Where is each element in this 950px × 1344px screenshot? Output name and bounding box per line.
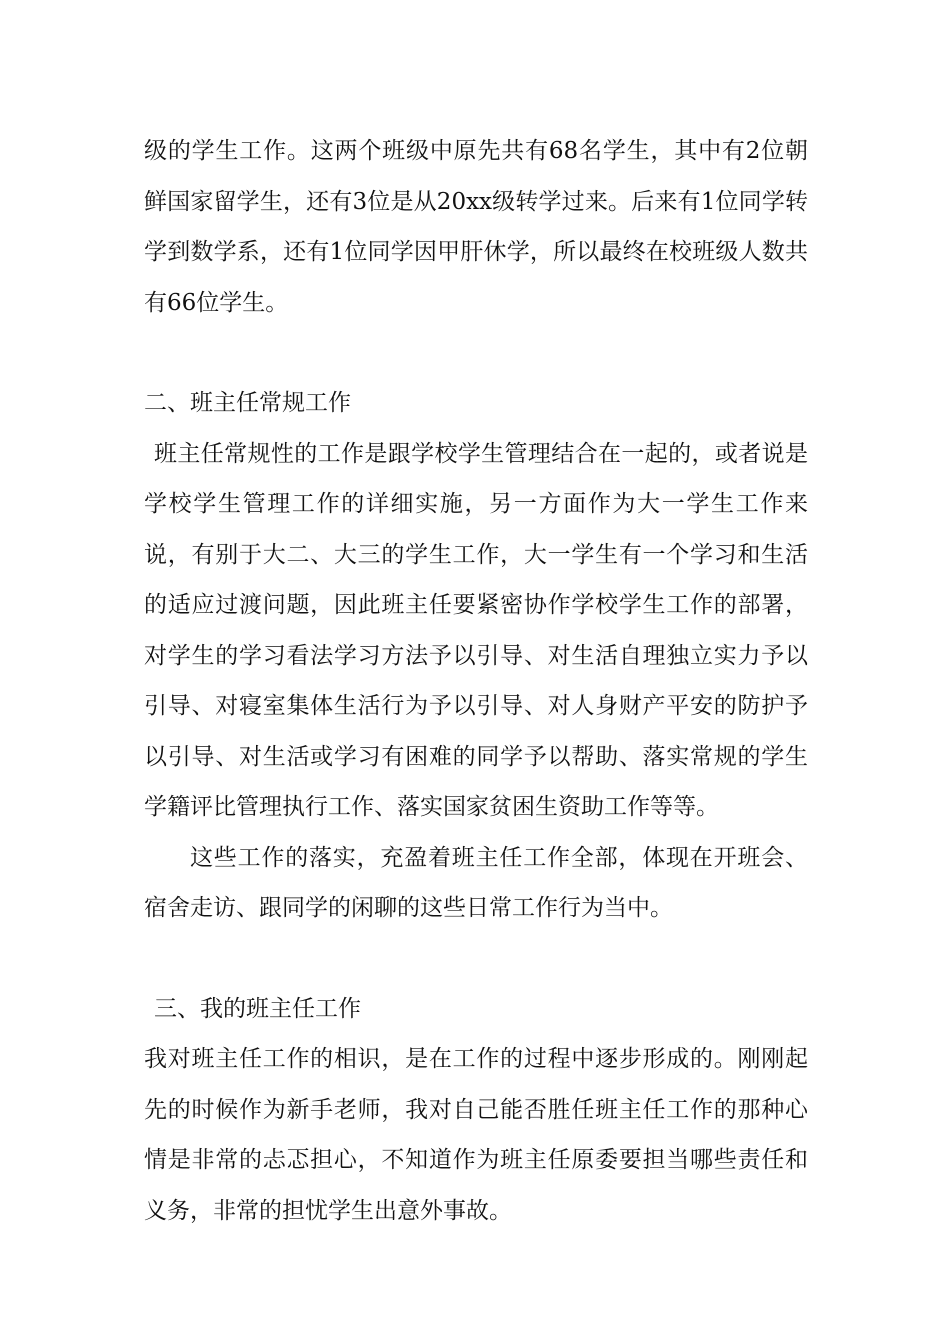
paragraph-class-size: 级的学生工作。这两个班级中原先共有68名学生，其中有2位朝鲜国家留学生，还有3位是从20xx级转学过来。后来有1位同学转学到数学系，还有1位同学因甲肝休学，所以最终在校班级人数共有66位学生。 — [144, 138, 808, 316]
paragraph-my-work: 我对班主任工作的相识，是在工作的过程中逐步形成的。刚刚起先的时候作为新手老师，我对自己能否胜任班主任工作的那种心情是非常的忐忑担心，不知道作为班主任原委要担当哪些责任和义务，非常的担忧学生出意外事故。 — [144, 1046, 808, 1224]
section-heading-my-work: 三、我的班主任工作 — [154, 995, 361, 1022]
paragraph-work-implementation: 这些工作的落实，充盈着班主任工作全部，体现在开班会、宿舍走访、跟同学的闲聊的这些日常工作行为当中。 — [144, 844, 808, 921]
section-heading-routine-work: 二、班主任常规工作 — [144, 390, 351, 416]
document-body — [144, 126, 808, 1236]
paragraph-routine-work: 班主任常规性的工作是跟学校学生管理结合在一起的，或者说是学校学生管理工作的详细实施，另一方面作为大一学生工作来说，有别于大二、大三的学生工作，大一学生有一个学习和生活的适应过渡问题，因此班主任要紧密协作学校学生工作的部署，对学生的学习看法学习方法予以引导、对生活自理独立实力予以引导、对寝室集体生活行为予以引导、对人身财产平安的防护予以引导、对生活或学习有困难的同学予以帮助、落实常规的学生学籍评比管理执行工作、落实国家贫困生资助工作等等。 — [144, 440, 808, 820]
section-spacer — [144, 328, 808, 378]
section-spacer — [144, 934, 808, 984]
